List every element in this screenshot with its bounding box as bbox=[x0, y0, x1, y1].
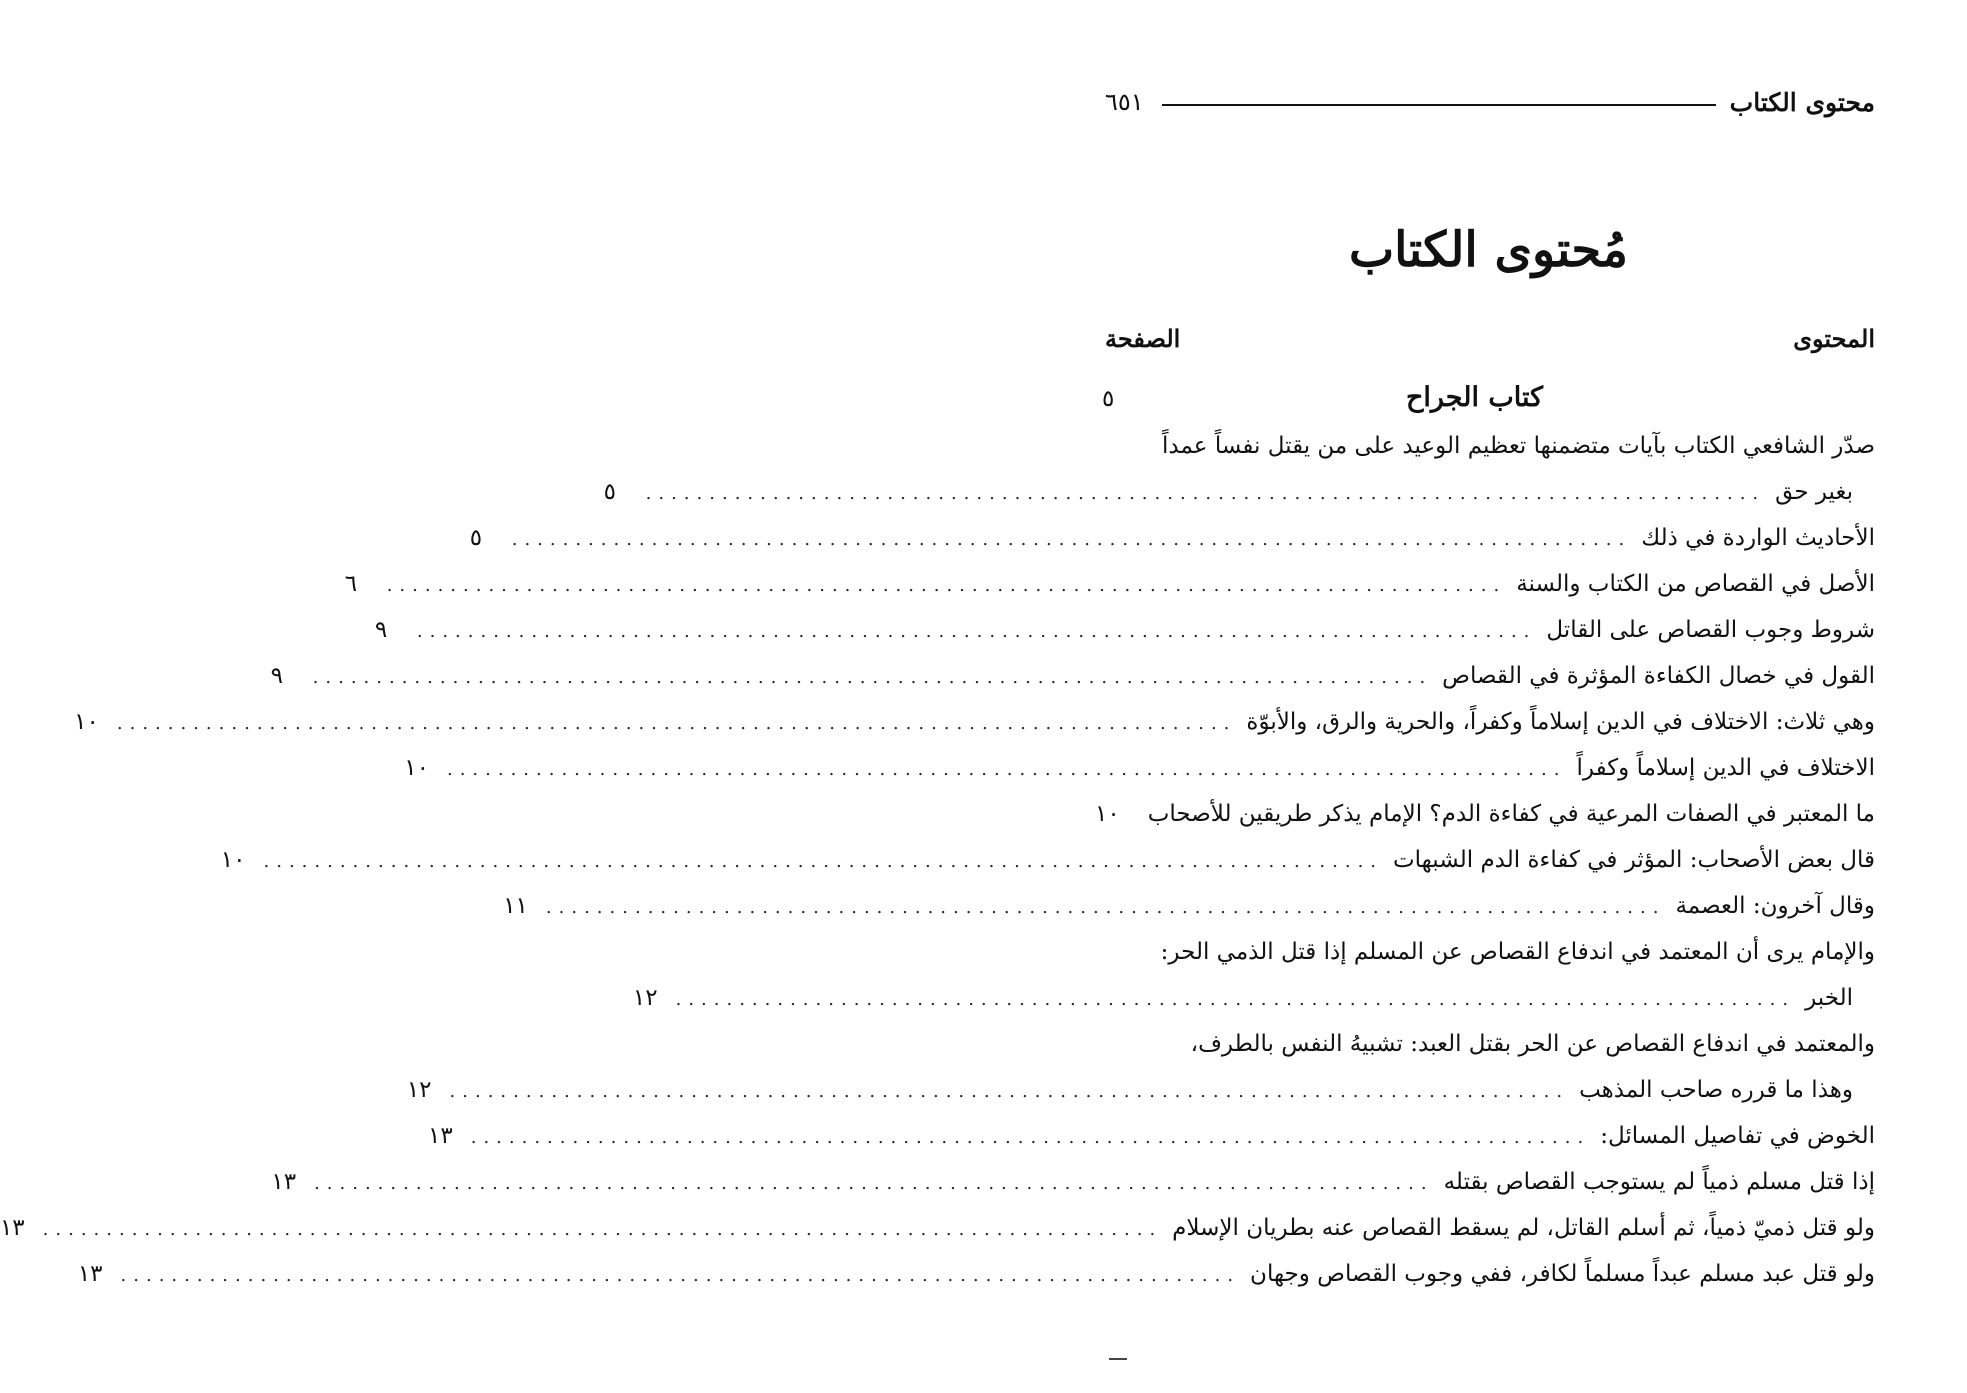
toc-entry-text: الخبر bbox=[1805, 985, 1853, 1011]
toc-entry-text: شروط وجوب القصاص على القاتل bbox=[1546, 617, 1875, 643]
toc-list bbox=[0, 373, 1875, 1297]
toc-row bbox=[374, 607, 1875, 653]
toc-section-row bbox=[1102, 373, 1875, 423]
toc-page-number: ٩ bbox=[270, 663, 284, 689]
toc-entry-text: ما المعتبر في الصفات المرعية في كفاءة الدم؟ الإمام يذكر طريقين للأصحاب bbox=[1147, 801, 1875, 827]
toc-leader-dots: ........................................................................................ bbox=[42, 1219, 1163, 1240]
toc-entry-text: الأصل في القصاص من الكتاب والسنة bbox=[1516, 571, 1875, 597]
toc-entry-text: القول في خصال الكفاءة المؤثرة في القصاص bbox=[1442, 663, 1875, 689]
toc-page-number: ٥ bbox=[1102, 386, 1115, 412]
toc-page-number: ١٠ bbox=[404, 755, 429, 781]
toc-row bbox=[1102, 929, 1875, 975]
toc-entry-text: والإمام يرى أن المعتمد في اندفاع القصاص عن المسلم إذا قتل الذمي الحر: bbox=[1160, 939, 1875, 965]
toc-leader-dots: ........................................................................................ bbox=[449, 1081, 1570, 1102]
running-header bbox=[1105, 82, 1875, 122]
page-column-heading: الصفحة bbox=[1105, 323, 1181, 353]
toc-leader-dots: ........................................................................................ bbox=[675, 989, 1796, 1010]
toc-page-number: ١٣ bbox=[77, 1261, 103, 1287]
toc-leader-dots: ........................................................................................ bbox=[386, 575, 1507, 596]
toc-row bbox=[271, 1159, 1875, 1205]
page-number: ٦٥١ bbox=[1105, 88, 1144, 116]
toc-leader-dots: ........................................................................................ bbox=[263, 851, 1384, 872]
toc-entry-text: وهي ثلاث: الاختلاف في الدين إسلاماً وكفراً، والحرية والرق، والأبوّة bbox=[1246, 709, 1875, 735]
toc-page-number: ١٣ bbox=[0, 1215, 25, 1241]
toc-page-number: ١١ bbox=[503, 893, 528, 919]
toc-page-number: ٥ bbox=[603, 479, 616, 505]
toc-entry-text: ولو قتل عبد مسلم عبداً مسلماً لكافر، ففي وجوب القصاص وجهان bbox=[1250, 1261, 1875, 1287]
toc-leader-dots: ........................................................................................ bbox=[120, 1265, 1241, 1286]
toc-entry-text: قال بعض الأصحاب: المؤثر في كفاءة الدم الشبهات bbox=[1393, 847, 1875, 873]
toc-page-number: ١٠ bbox=[74, 709, 99, 735]
toc-row bbox=[632, 975, 1875, 1021]
toc-page-number: ١٠ bbox=[1095, 801, 1120, 827]
toc-row bbox=[503, 883, 1875, 929]
toc-row bbox=[74, 699, 1875, 745]
toc-row bbox=[1102, 1021, 1875, 1067]
toc-page-number: ١٠ bbox=[220, 847, 246, 873]
toc-page-number: ١٣ bbox=[271, 1169, 297, 1195]
toc-row bbox=[344, 561, 1875, 607]
toc-entry-text: الاختلاف في الدين إسلاماً وكفراً bbox=[1576, 755, 1875, 781]
toc-leader-dots: ........................................................................................ bbox=[416, 621, 1537, 642]
toc-row bbox=[469, 515, 1875, 561]
page-title: مُحتوى الكتاب bbox=[1348, 222, 1629, 278]
toc-page-number: ٥ bbox=[469, 525, 483, 551]
toc-page-number: ٩ bbox=[374, 617, 388, 643]
toc-entry-text: بغير حق bbox=[1775, 479, 1853, 505]
toc-section-title: كتاب الجراح bbox=[1405, 382, 1543, 413]
toc-entry-text: صدّر الشافعي الكتاب بآيات متضمنها تعظيم الوعيد على من يقتل نفساً عمداً bbox=[1162, 433, 1875, 459]
toc-row bbox=[404, 745, 1875, 791]
toc-row bbox=[220, 837, 1875, 883]
toc-row bbox=[0, 1205, 1875, 1251]
toc-row bbox=[406, 1067, 1875, 1113]
footer-mark bbox=[1109, 1358, 1127, 1360]
toc-leader-dots: ........................................................................................ bbox=[545, 897, 1666, 918]
toc-page-number: ٦ bbox=[344, 571, 358, 597]
toc-row bbox=[270, 653, 1875, 699]
toc-leader-dots: ........................................................................................ bbox=[116, 713, 1237, 734]
toc-page-number: ١٢ bbox=[406, 1077, 432, 1103]
column-headings bbox=[1105, 318, 1875, 358]
toc-entry-text: الأحاديث الواردة في ذلك bbox=[1641, 525, 1875, 551]
toc-leader-dots: ........................................................................................ bbox=[511, 529, 1632, 550]
toc-row bbox=[77, 1251, 1875, 1297]
toc-leader-dots: ........................................................................................ bbox=[314, 1173, 1434, 1194]
content-column-heading: المحتوى bbox=[1793, 323, 1875, 353]
toc-row bbox=[1095, 791, 1875, 837]
toc-entry-text: وهذا ما قرره صاحب المذهب bbox=[1579, 1077, 1853, 1103]
toc-entry-text: إذا قتل مسلم ذمياً لم يستوجب القصاص بقتله bbox=[1443, 1169, 1875, 1195]
toc-leader-dots: ........................................................................................ bbox=[312, 667, 1433, 688]
running-title: محتوى الكتاب bbox=[1729, 87, 1875, 117]
toc-leader-dots: ........................................................................................ bbox=[446, 759, 1567, 780]
toc-entry-text: وقال آخرون: العصمة bbox=[1675, 893, 1875, 919]
toc-entry-text: الخوض في تفاصيل المسائل: bbox=[1600, 1123, 1875, 1149]
toc-page-number: ١٢ bbox=[632, 985, 658, 1011]
toc-entry-text: ولو قتل ذميّ ذمياً، ثم أسلم القاتل، لم يسقط القصاص عنه بطريان الإسلام bbox=[1172, 1215, 1875, 1241]
toc-row bbox=[428, 1113, 1875, 1159]
toc-row bbox=[603, 469, 1875, 515]
toc-entry-text: والمعتمد في اندفاع القصاص عن الحر بقتل العبد: تشبيهُ النفس بالطرف، bbox=[1190, 1031, 1875, 1057]
toc-page-number: ١٣ bbox=[428, 1123, 453, 1149]
header-rule bbox=[1162, 104, 1716, 106]
toc-leader-dots: ........................................................................................ bbox=[470, 1127, 1591, 1148]
toc-leader-dots: ........................................................................................ bbox=[645, 483, 1766, 504]
toc-row bbox=[1102, 423, 1875, 469]
